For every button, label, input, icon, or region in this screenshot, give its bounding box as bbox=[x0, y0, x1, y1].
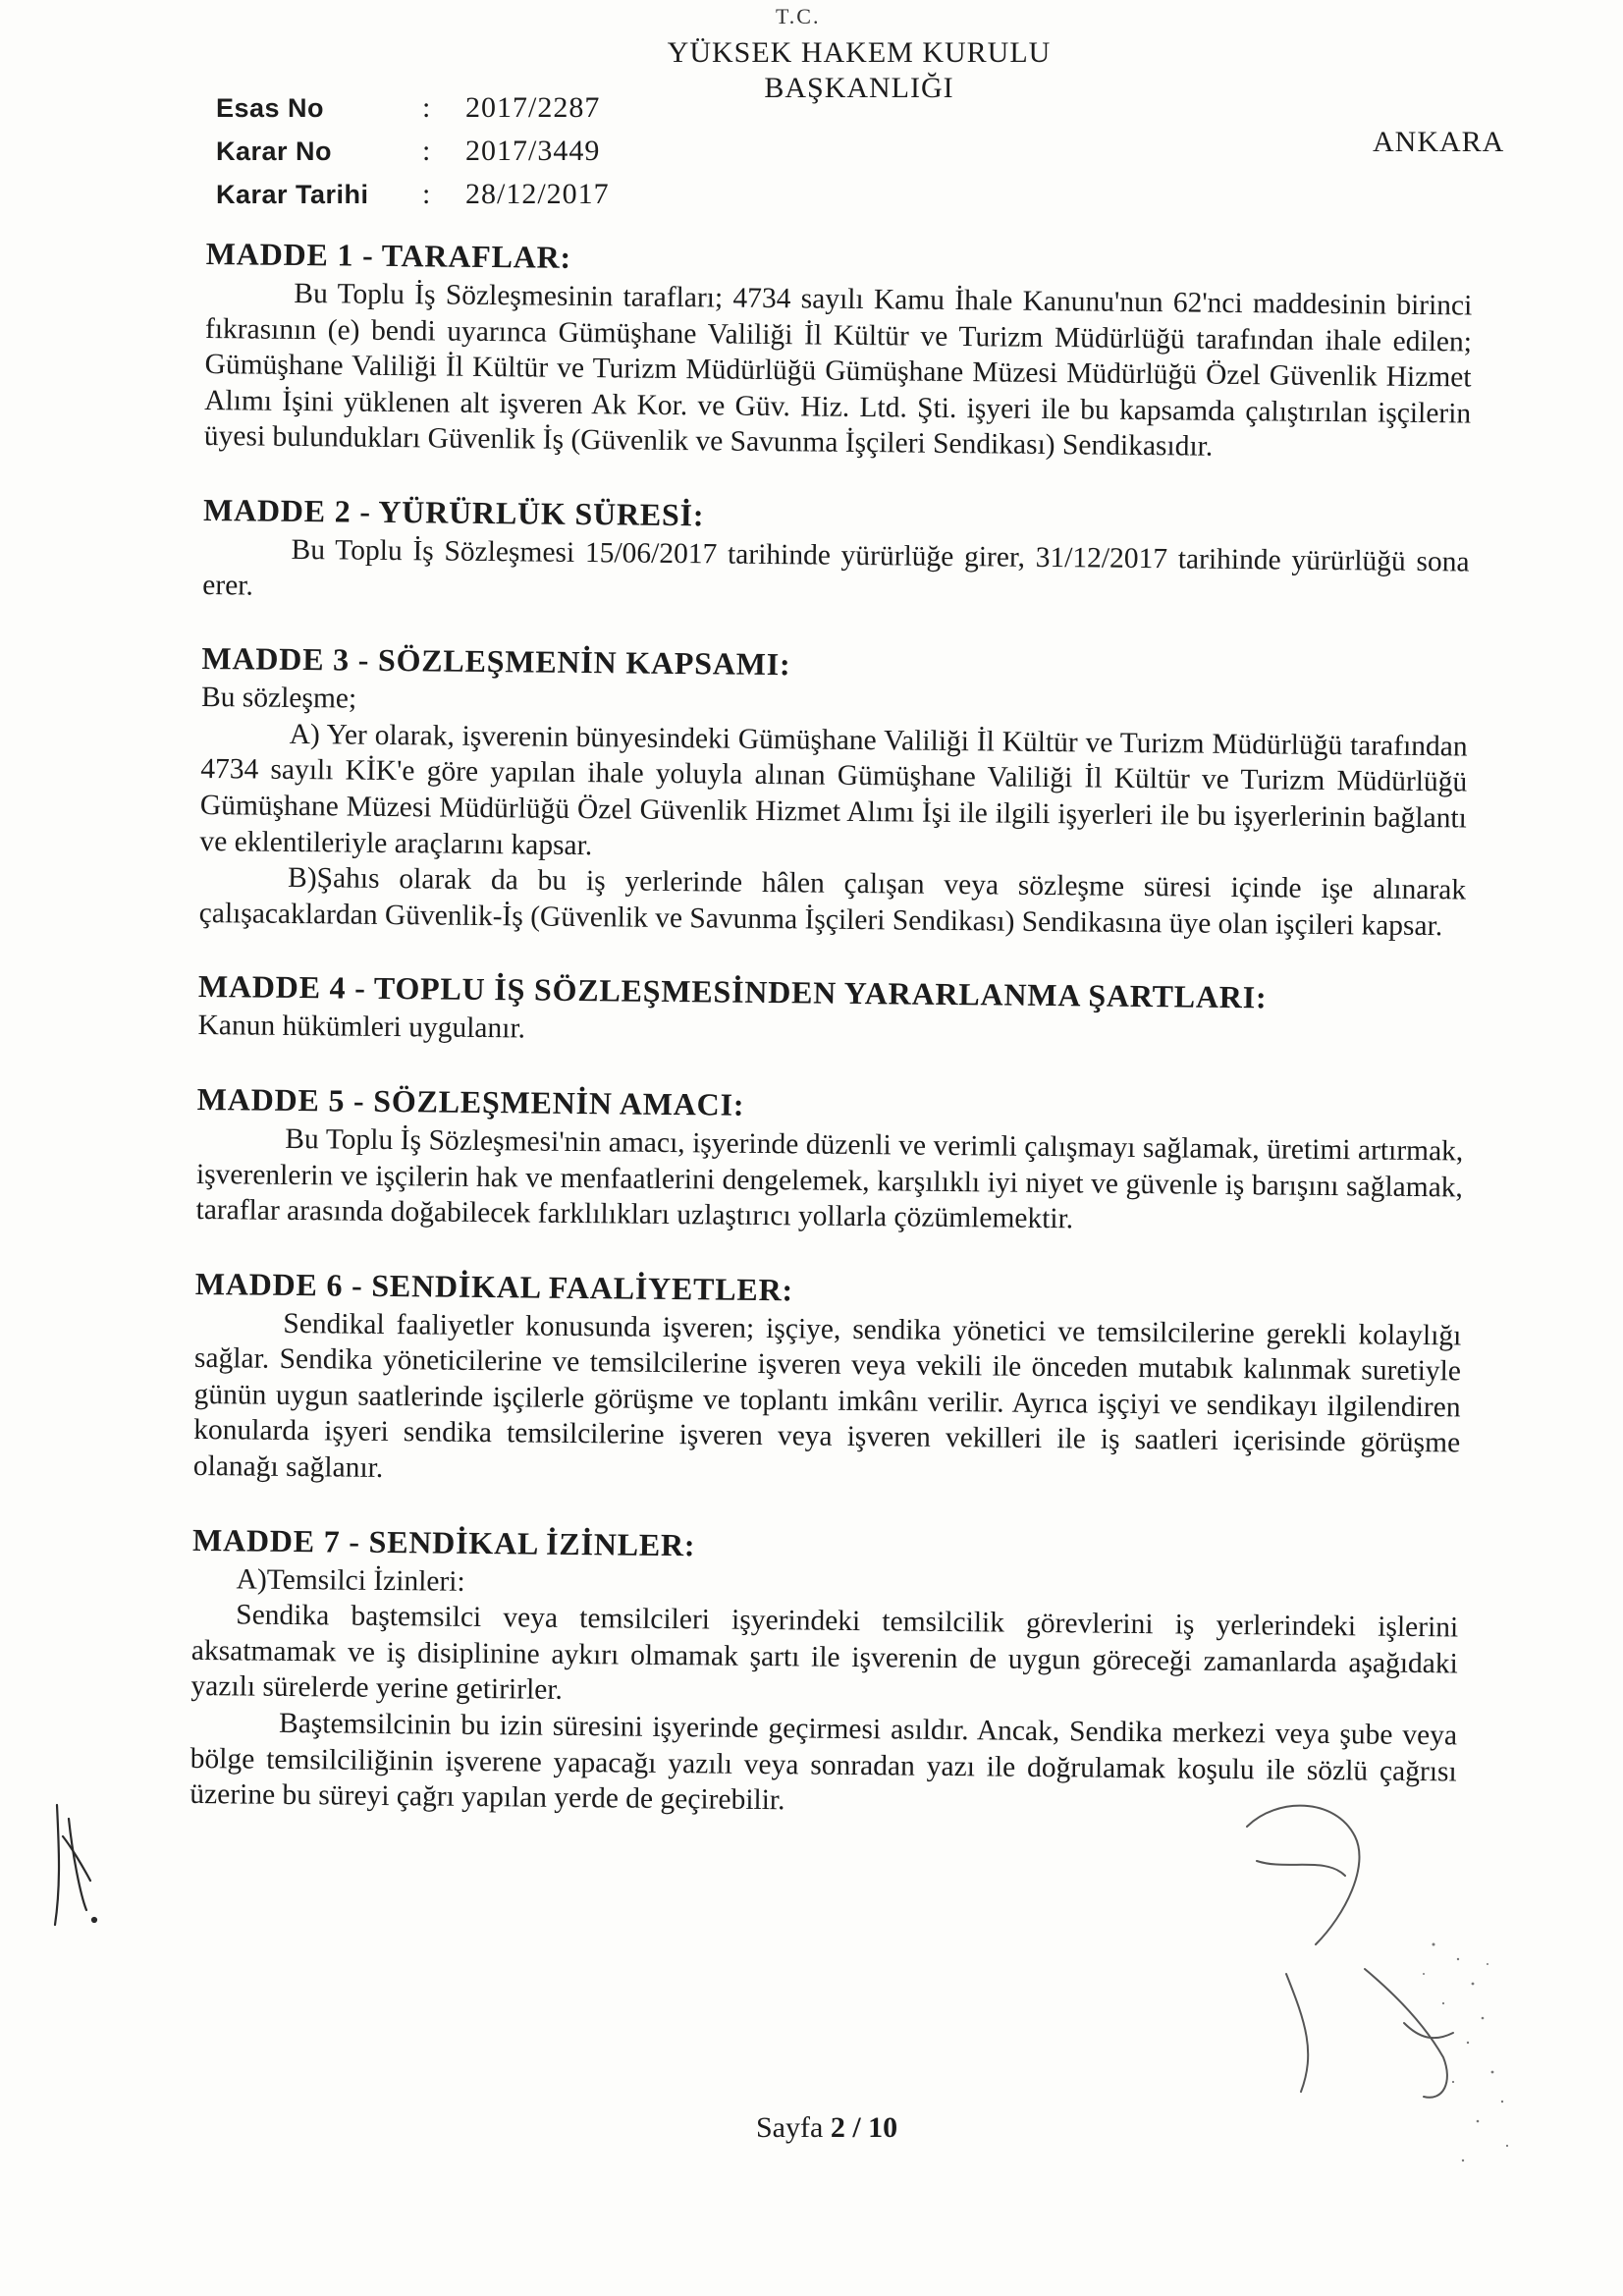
article-title: MADDE 6 - SENDİKAL FAALİYETLER: bbox=[194, 1265, 794, 1308]
article-7 bbox=[189, 1520, 1459, 1827]
case-info-colon: : bbox=[422, 91, 431, 124]
page-current: 2 bbox=[830, 2111, 845, 2144]
margin-initials-signature bbox=[55, 1805, 96, 1925]
case-info-value: 28/12/2017 bbox=[465, 178, 610, 210]
article-6 bbox=[193, 1264, 1462, 1498]
city-label: ANKARA bbox=[1373, 126, 1505, 158]
article-paragraph: B)Şahıs olarak da bu iş yerlerinde hâlen çalışan veya sözleşme süresi içinde işe alınarak çalışacaklardan Güvenlik-İş (Güvenlik ve Savunma İşçileri Sendikası) Sendikasına üye olan işçileri kapsar. bbox=[198, 862, 1467, 942]
article-paragraph: Bu Toplu İş Sözleşmesi 15/06/2017 tarihinde yürürlüğe girer, 31/12/2017 tarihinde yürürlüğü sona erer. bbox=[202, 533, 1470, 602]
case-info-value: 2017/3449 bbox=[465, 135, 601, 167]
document-body bbox=[189, 234, 1473, 1861]
article-3 bbox=[199, 638, 1469, 945]
institution-line-2: BAŞKANLIĞI bbox=[764, 72, 954, 104]
case-info-label: Karar No bbox=[216, 137, 333, 166]
article-title: MADDE 1 - TARAFLAR: bbox=[205, 235, 572, 275]
article-title: MADDE 3 - SÖZLEŞMENİN KAPSAMI: bbox=[201, 640, 791, 683]
case-info-row bbox=[216, 173, 610, 216]
case-info-colon: : bbox=[422, 178, 431, 210]
article-1 bbox=[204, 234, 1473, 467]
case-info-label: Karar Tarihi bbox=[216, 180, 369, 209]
case-info-row bbox=[216, 86, 610, 130]
article-title: MADDE 7 - SENDİKAL İZİNLER: bbox=[191, 1521, 696, 1562]
page-number bbox=[756, 2111, 897, 2145]
article-paragraph: Bu sözleşme; bbox=[200, 682, 357, 715]
case-info-value: 2017/2287 bbox=[465, 91, 601, 124]
article-title: MADDE 5 - SÖZLEŞMENİN AMACI: bbox=[196, 1080, 745, 1122]
article-paragraph: Bu Toplu İş Sözleşmesi'nin amacı, işyerinde düzenli ve verimli çalışmayı sağlamak, üretimi artırmak, işverenlerin ve işçilerin hak ve menfaatlerini dengelemek, karşılıklı iyi niyet ve güvenle iş barışını sağlamak, taraflar arasında doğabilecek farklılıkları uzlaştırıcı yollarla çözümlemektir. bbox=[195, 1122, 1464, 1235]
article-paragraph: A) Yer olarak, işverenin bünyesindeki Gümüşhane Valiliği İl Kültür ve Turizm Müdürlüğü tarafından 4734 sayılı KİK'e göre yapılan ihale yoluyla alınan Gümüşhane Valiliği İl Kültür ve Turizm Müdürlüğü Gümüşhane Müzesi Müdürlüğü Özel Güvenlik Hizmet Alımı İşi ile ilgili işyerleri ile bu işyerlerinin bağlantı ve eklentileriyle araçlarını kapsar. bbox=[199, 718, 1468, 861]
institution-header bbox=[648, 35, 1070, 106]
article-paragraph: Sendika baştemsilci veya temsilcileri işyerindeki temsilcilik görevlerini iş yerlerindeki işlerini aksatmamak ve iş disiplinine aykırı olmamak şartı ile işverenin de uygun göreceği zamanlarda aşağıdaki yazılı sürelerde yerine getirirler. bbox=[190, 1599, 1459, 1707]
page-label: Sayfa bbox=[756, 2111, 824, 2144]
article-2 bbox=[202, 490, 1470, 617]
stamp-dots bbox=[1423, 1943, 1508, 2162]
article-paragraph: Sendikal faaliyetler konusunda işveren; işçiye, sendika yönetici ve temsilcilerine gerekli kolaylığı sağlar. Sendika yöneticilerine ve temsilcilerine işveren veya vekili ile önceden mutabık kalınmak suretiyle günün uygun saatlerinde işçilerle görüşme ve toplantı imkânı verilir. Ayrıca işçiyi ve sendikayı ilgilendiren konularda işyeri sendika temsilcilerine işveren veya işveren vekilleri ile iş saatleri içerisinde görüşme olanağı sağlanır. bbox=[192, 1307, 1462, 1485]
article-paragraph: Kanun hükümleri uygulanır. bbox=[197, 1010, 526, 1045]
case-info-row bbox=[216, 130, 610, 173]
page-total: 10 bbox=[868, 2111, 898, 2144]
case-info bbox=[216, 86, 610, 216]
header-top-fragment: T.C. bbox=[776, 4, 821, 28]
article-paragraph: Baştemsilcinin bu izin süresini işyerinde geçirmesi asıldır. Ancak, Sendika merkezi veya şube veya bölge temsilciliğinin işverene yapacağı yazılı veya sonradan yazı ile doğrulamak koşulu ile sözlü çağrısı üzerine bu süreyi çağrı yapılan yerde de geçirebilir. bbox=[189, 1707, 1458, 1817]
page-separator: / bbox=[844, 2111, 869, 2144]
article-paragraph: Bu Toplu İş Sözleşmesinin tarafları; 4734 sayılı Kamu İhale Kanunu'nun 62'nci maddesinin birinci fıkrasının (e) bendi uyarınca Gümüşhane Valiliği İl Kültür ve Turizm Müdürlüğü tarafından ihale edilen; Gümüşhane Valiliği İl Kültür ve Turizm Müdürlüğü Gümüşhane Müzesi Müdürlüğü Özel Güvenlik Hizmet Alımı İşini yüklenen alt işveren Ak Kor. ve Güv. Hiz. Ltd. Şti. işyeri ile bu kapsamda çalıştırılan işçilerin üyesi bulundukları Güvenlik İş (Güvenlik ve Savunma İşçileri Sendikası) Sendikasıdır. bbox=[203, 277, 1473, 464]
institution-line-1: YÜKSEK HAKEM KURULU bbox=[667, 36, 1052, 69]
article-4 bbox=[197, 966, 1465, 1057]
article-5 bbox=[195, 1079, 1464, 1241]
case-info-colon: : bbox=[422, 135, 431, 167]
article-title: MADDE 2 - YÜRÜRLÜK SÜRESİ: bbox=[202, 491, 705, 533]
article-subheading: A)Temsilci İzinleri: bbox=[236, 1563, 465, 1598]
case-info-label: Esas No bbox=[216, 93, 325, 123]
article-title: MADDE 4 - TOPLU İŞ SÖZLEŞMESİNDEN YARARLANMA ŞARTLARI: bbox=[197, 968, 1268, 1015]
